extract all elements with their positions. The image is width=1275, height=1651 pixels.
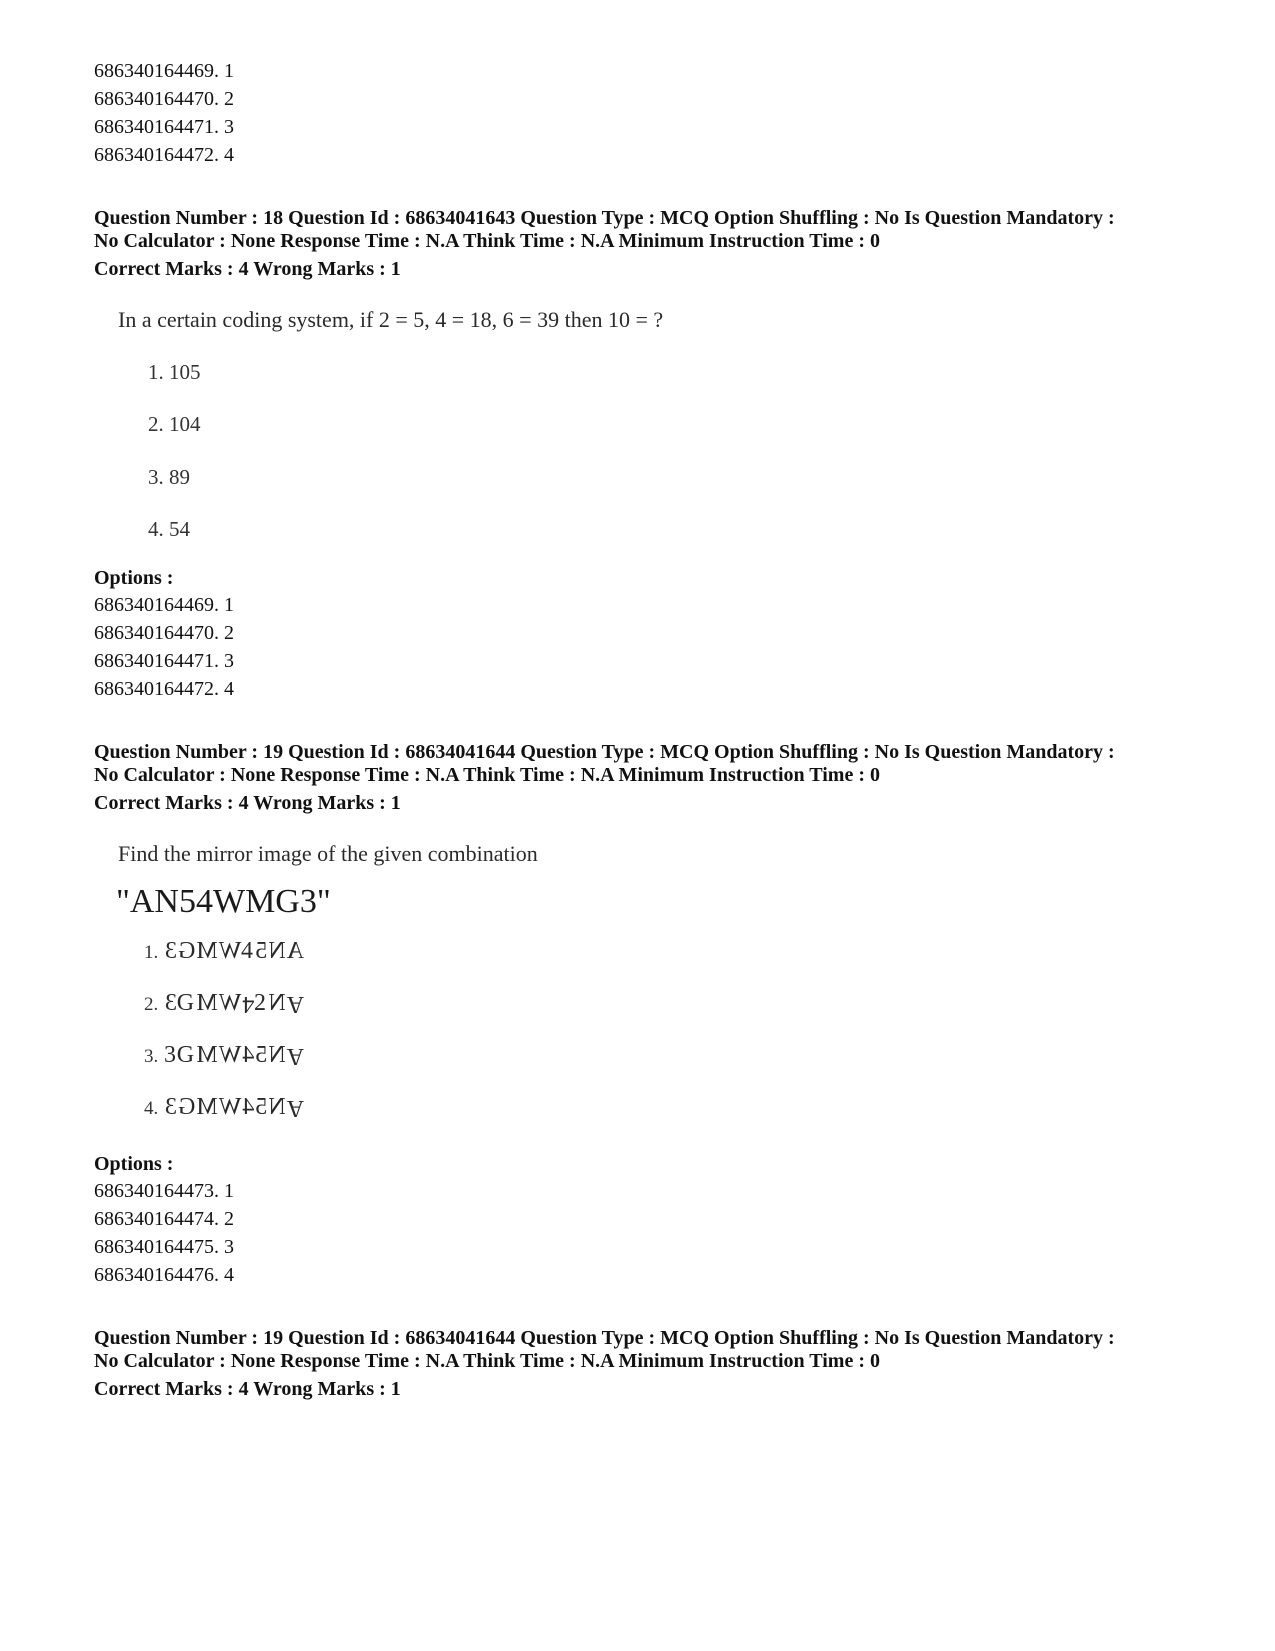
question-marks: Correct Marks : 4 Wrong Marks : 1 (94, 792, 401, 814)
option-line: 686340164472. 4 (94, 144, 234, 166)
answer-choice: 2. 104 (148, 412, 201, 436)
option-line: 686340164474. 2 (94, 1208, 234, 1230)
question-text: In a certain coding system, if 2 = 5, 4 = 18, 6 = 39 then 10 = ? (118, 307, 664, 332)
option-line: 686340164472. 4 (94, 678, 234, 700)
choice-number: 3. (144, 1046, 159, 1067)
question-text: Find the mirror image of the given combination (118, 841, 538, 866)
options-label: Options : (94, 567, 174, 589)
option-line: 686340164471. 3 (94, 116, 234, 138)
question-meta-line1: Question Number : 19 Question Id : 68634041644 Question Type : MCQ Option Shuffling : No Is Question Mandatory : (94, 1327, 1115, 1349)
option-line: 686340164475. 3 (94, 1236, 234, 1258)
mirror-text: AN54WMG3 (164, 938, 305, 964)
option-line: 686340164469. 1 (94, 594, 234, 616)
mirror-choice (144, 1042, 304, 1069)
option-line: 686340164471. 3 (94, 650, 234, 672)
answer-choice: 4. 54 (148, 517, 190, 541)
option-line: 686340164469. 1 (94, 60, 234, 82)
question-meta-line2: No Calculator : None Response Time : N.A Think Time : N.A Minimum Instruction Time : 0 (94, 1350, 880, 1372)
choice-number: 1. (144, 942, 159, 963)
question-meta-line1: Question Number : 19 Question Id : 68634041644 Question Type : MCQ Option Shuffling : No Is Question Mandatory : (94, 741, 1115, 763)
choice-number: 4. (144, 1098, 159, 1119)
answer-choice: 1. 105 (148, 360, 201, 384)
mirror-text: AN54WMG3 (164, 1094, 305, 1121)
option-line: 686340164470. 2 (94, 622, 234, 644)
mirror-text: AN54WMG3 (164, 1042, 305, 1069)
question-meta-line1: Question Number : 18 Question Id : 68634041643 Question Type : MCQ Option Shuffling : No Is Question Mandatory : (94, 207, 1115, 229)
question-marks: Correct Marks : 4 Wrong Marks : 1 (94, 1378, 401, 1400)
given-combination: "AN54WMG3" (116, 883, 331, 920)
answer-choice: 3. 89 (148, 465, 190, 489)
options-label: Options : (94, 1153, 174, 1175)
mirror-text: AN24WMG3 (164, 990, 305, 1017)
option-line: 686340164476. 4 (94, 1264, 234, 1286)
choice-number: 2. (144, 994, 159, 1015)
question-meta-line2: No Calculator : None Response Time : N.A Think Time : N.A Minimum Instruction Time : 0 (94, 230, 880, 252)
option-line: 686340164473. 1 (94, 1180, 234, 1202)
mirror-choice (144, 990, 304, 1017)
question-marks: Correct Marks : 4 Wrong Marks : 1 (94, 258, 401, 280)
question-meta-line2: No Calculator : None Response Time : N.A Think Time : N.A Minimum Instruction Time : 0 (94, 764, 880, 786)
mirror-choice (144, 938, 304, 965)
mirror-choice (144, 1094, 304, 1121)
option-line: 686340164470. 2 (94, 88, 234, 110)
